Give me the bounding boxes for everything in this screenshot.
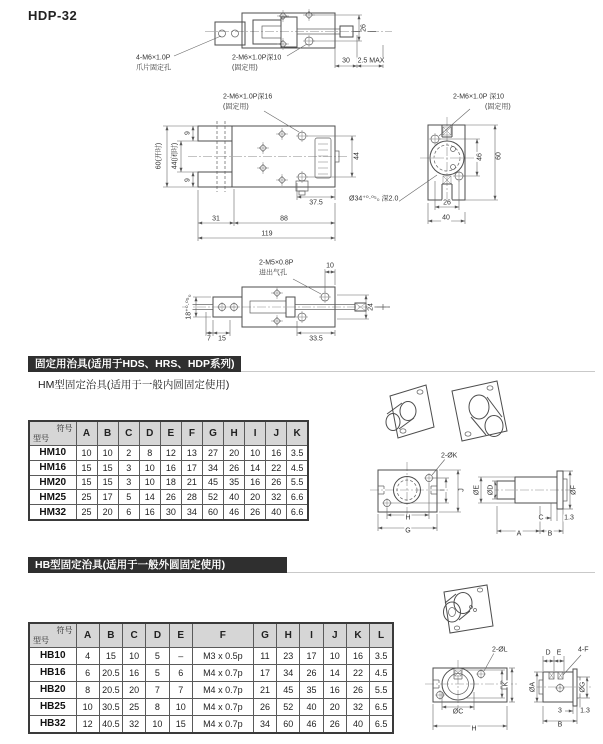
- spec-cell: 17: [253, 664, 276, 681]
- spec-cell: 52: [202, 490, 223, 505]
- spec-cell: 34: [181, 505, 202, 520]
- col-header: I: [300, 623, 323, 648]
- spec-cell: 10: [139, 475, 160, 490]
- dim-label: 88: [280, 215, 288, 223]
- spec-cell: 11: [253, 648, 276, 665]
- spec-cell: 34: [277, 664, 300, 681]
- hm-spec-table: [28, 420, 309, 521]
- model-cell: HM25: [29, 490, 76, 505]
- model-cell: HB32: [29, 715, 76, 733]
- dim-label: 31: [212, 215, 220, 223]
- spec-cell: M4 x 0.7p: [192, 698, 253, 715]
- dim-label: E: [556, 649, 562, 657]
- spec-cell: 21: [181, 475, 202, 490]
- spec-cell: 23: [277, 648, 300, 665]
- dim-label: 1.3: [580, 707, 590, 715]
- spec-cell: 20: [97, 505, 118, 520]
- col-header: D: [146, 623, 169, 648]
- spec-cell: M4 x 0.7p: [192, 664, 253, 681]
- table-row: [29, 475, 308, 490]
- spec-cell: 17: [181, 460, 202, 475]
- dim-label: J: [458, 488, 466, 492]
- spec-cell: 15: [97, 460, 118, 475]
- spec-cell: 20: [123, 681, 146, 698]
- col-header: B: [99, 623, 122, 648]
- spec-cell: 16: [346, 648, 369, 665]
- dim-label: I: [439, 489, 447, 491]
- spec-cell: 60: [202, 505, 223, 520]
- dim-label: 33.5: [309, 335, 323, 343]
- dim-label: ØF: [570, 485, 578, 495]
- col-header: L: [370, 623, 393, 648]
- dim-label: (固定用): [223, 103, 249, 111]
- spec-cell: 3: [118, 475, 139, 490]
- col-header: A: [76, 421, 97, 446]
- dim-label: 2.5 MAX: [357, 57, 385, 65]
- spec-cell: 14: [323, 664, 346, 681]
- spec-cell: 22: [346, 664, 369, 681]
- col-header: H: [224, 421, 245, 446]
- spec-cell: 20.5: [99, 664, 122, 681]
- model-cell: HM10: [29, 446, 76, 461]
- col-header: I: [245, 421, 266, 446]
- spec-cell: 10: [146, 715, 169, 733]
- dim-label: 3: [558, 707, 562, 715]
- spec-cell: 21: [253, 681, 276, 698]
- page-title: HDP-32: [28, 8, 78, 23]
- spec-cell: 26: [245, 505, 266, 520]
- divider: [287, 572, 595, 573]
- spec-cell: 6: [118, 505, 139, 520]
- spec-cell: 3.5: [287, 446, 308, 461]
- dim-label: 24: [367, 303, 375, 311]
- dim-label: 9: [184, 178, 192, 182]
- spec-cell: 28: [181, 490, 202, 505]
- spec-cell: 4: [76, 648, 99, 665]
- col-header: D: [139, 421, 160, 446]
- col-header: C: [123, 623, 146, 648]
- spec-cell: 27: [202, 446, 223, 461]
- spec-cell: 4.5: [287, 460, 308, 475]
- spec-cell: 8: [76, 681, 99, 698]
- model-cell: HM16: [29, 460, 76, 475]
- spec-cell: 10: [97, 446, 118, 461]
- spec-cell: 10: [76, 446, 97, 461]
- spec-cell: 26: [300, 664, 323, 681]
- spec-cell: 20.5: [99, 681, 122, 698]
- spec-cell: 6: [76, 664, 99, 681]
- spec-cell: 26: [253, 698, 276, 715]
- spec-cell: 46: [224, 505, 245, 520]
- dim-label: 46: [476, 153, 484, 161]
- dim-label: ØD: [487, 484, 495, 496]
- dim-label: 44(闭时): [171, 142, 179, 170]
- spec-cell: 10: [139, 460, 160, 475]
- spec-cell: 45: [277, 681, 300, 698]
- spec-cell: 5.5: [287, 475, 308, 490]
- spec-cell: 20: [245, 490, 266, 505]
- spec-cell: 4.5: [370, 664, 393, 681]
- table-row: [29, 446, 308, 461]
- model-cell: HB10: [29, 648, 76, 665]
- spec-cell: 15: [99, 648, 122, 665]
- spec-cell: 40: [224, 490, 245, 505]
- dim-label: ØG: [579, 681, 587, 693]
- col-header: E: [160, 421, 181, 446]
- spec-cell: –: [169, 648, 192, 665]
- dim-label: G: [405, 527, 411, 535]
- table-row: [29, 490, 308, 505]
- spec-cell: 5: [118, 490, 139, 505]
- dim-label: H: [405, 514, 411, 522]
- spec-cell: 32: [123, 715, 146, 733]
- spec-cell: 8: [146, 698, 169, 715]
- spec-cell: 8: [139, 446, 160, 461]
- spec-cell: 14: [245, 460, 266, 475]
- hm-subtitle: HM型固定治具(适用于一般内圆固定使用): [38, 379, 230, 391]
- spec-cell: 3.5: [370, 648, 393, 665]
- spec-cell: 46: [300, 715, 323, 733]
- dim-label: A: [516, 530, 522, 538]
- col-header: J: [266, 421, 287, 446]
- dim-label: C: [538, 514, 544, 522]
- col-header: A: [76, 623, 99, 648]
- spec-cell: 25: [123, 698, 146, 715]
- spec-cell: 6.6: [287, 505, 308, 520]
- hb-spec-table: [28, 622, 394, 734]
- spec-cell: 20: [323, 698, 346, 715]
- spec-cell: 5: [146, 664, 169, 681]
- spec-cell: 40: [300, 698, 323, 715]
- section-header-hb-label: HB型固定治具(适用于一般外圆固定使用): [35, 559, 226, 571]
- section-header-hb: [28, 557, 287, 573]
- spec-cell: M4 x 0.7p: [192, 715, 253, 733]
- spec-cell: 40: [266, 505, 287, 520]
- spec-cell: 16: [160, 460, 181, 475]
- dim-label: 119: [261, 230, 273, 238]
- spec-cell: 10: [123, 648, 146, 665]
- dim-label: 60(开时): [155, 142, 163, 170]
- col-header: C: [118, 421, 139, 446]
- spec-cell: 15: [76, 460, 97, 475]
- spec-cell: 26: [266, 475, 287, 490]
- dim-label: 26: [443, 199, 451, 207]
- spec-cell: 12: [76, 715, 99, 733]
- spec-cell: M4 x 0.7p: [192, 681, 253, 698]
- spec-cell: 12: [160, 446, 181, 461]
- spec-cell: 26: [160, 490, 181, 505]
- dim-label: B: [557, 721, 563, 729]
- spec-cell: 7: [169, 681, 192, 698]
- col-header: E: [169, 623, 192, 648]
- spec-cell: 10: [76, 698, 99, 715]
- model-cell: HB16: [29, 664, 76, 681]
- dim-label: 40: [442, 214, 450, 222]
- section-header-fixture: [28, 356, 241, 372]
- col-header: G: [253, 623, 276, 648]
- col-header: J: [323, 623, 346, 648]
- dim-label: 18⁺⁰·⁰⁵₀: [185, 294, 193, 320]
- spec-cell: 2: [118, 446, 139, 461]
- spec-cell: 35: [224, 475, 245, 490]
- spec-table: [28, 622, 394, 734]
- spec-cell: 25: [76, 505, 97, 520]
- dim-label: 2-ØK: [441, 452, 458, 460]
- dim-label: ØA: [529, 681, 537, 693]
- table-row: [29, 664, 393, 681]
- spec-cell: 10: [245, 446, 266, 461]
- model-cell: HM32: [29, 505, 76, 520]
- dim-label: 60: [495, 152, 503, 160]
- spec-cell: 32: [346, 698, 369, 715]
- table-row: [29, 460, 308, 475]
- spec-cell: 15: [97, 475, 118, 490]
- dim-label: 9: [184, 131, 192, 135]
- spec-cell: 45: [202, 475, 223, 490]
- dim-label: 26: [360, 24, 368, 32]
- section-header-fixture-label: 固定用治具(适用于HDS、HRS、HDP系列): [35, 358, 235, 370]
- dim-label: H: [471, 725, 477, 733]
- col-header: K: [346, 623, 369, 648]
- spec-cell: 3: [118, 460, 139, 475]
- table-row: [29, 681, 393, 698]
- spec-cell: 26: [224, 460, 245, 475]
- spec-cell: 30: [160, 505, 181, 520]
- col-header: G: [202, 421, 223, 446]
- dim-label: 2-M6×1.0P深10: [232, 54, 282, 62]
- spec-cell: 5: [146, 648, 169, 665]
- spec-cell: 16: [245, 475, 266, 490]
- spec-cell: M3 x 0.5p: [192, 648, 253, 665]
- dim-label: 44: [353, 152, 361, 160]
- dim-label: Ø34⁺⁰·⁰⁵₀ 深2.0: [349, 195, 399, 203]
- dim-label: 进出气孔: [259, 269, 287, 277]
- table-row: [29, 505, 308, 520]
- spec-cell: 13: [181, 446, 202, 461]
- spec-cell: 7: [146, 681, 169, 698]
- dim-label: 2-M5×0.8P: [259, 259, 294, 267]
- spec-cell: 15: [76, 475, 97, 490]
- dim-label: ØE: [473, 484, 481, 496]
- spec-cell: 25: [76, 490, 97, 505]
- spec-cell: 26: [346, 681, 369, 698]
- spec-cell: 35: [300, 681, 323, 698]
- dim-label: 1.3: [564, 514, 574, 522]
- spec-cell: 52: [277, 698, 300, 715]
- dim-label: 4-F: [578, 646, 589, 654]
- dim-label: 7: [207, 335, 211, 343]
- spec-cell: 6.6: [287, 490, 308, 505]
- spec-table: [28, 420, 309, 521]
- model-cell: HM20: [29, 475, 76, 490]
- spec-cell: 34: [202, 460, 223, 475]
- spec-cell: 60: [277, 715, 300, 733]
- dim-label: 37.5: [309, 199, 323, 207]
- spec-cell: 32: [266, 490, 287, 505]
- spec-cell: 16: [139, 505, 160, 520]
- spec-cell: 20: [224, 446, 245, 461]
- spec-cell: 5.5: [370, 681, 393, 698]
- table-row: [29, 715, 393, 733]
- spec-cell: 22: [266, 460, 287, 475]
- spec-cell: 34: [253, 715, 276, 733]
- dim-label: 10: [326, 262, 334, 270]
- spec-cell: 6: [169, 664, 192, 681]
- table-corner-cell: 符号 型号: [29, 623, 76, 648]
- spec-cell: 6.5: [370, 715, 393, 733]
- spec-cell: 10: [323, 648, 346, 665]
- spec-cell: 10: [169, 698, 192, 715]
- spec-cell: 30.5: [99, 698, 122, 715]
- col-header: F: [192, 623, 253, 648]
- dim-label: 2-ØL: [492, 646, 508, 654]
- dim-label: 2-M6×1.0P 深10: [453, 93, 505, 101]
- dim-label: 爪片固定孔: [136, 64, 171, 72]
- dim-label: B: [547, 530, 553, 538]
- dim-label: (固定用): [232, 64, 258, 72]
- dim-label: 2-M6×1.0P深16: [223, 93, 273, 101]
- col-header: K: [287, 421, 308, 446]
- table-corner-cell: 符号 型号: [29, 421, 76, 446]
- dim-label: 30: [342, 57, 350, 65]
- table-row: [29, 698, 393, 715]
- col-header: F: [181, 421, 202, 446]
- spec-cell: 17: [300, 648, 323, 665]
- spec-cell: 16: [123, 664, 146, 681]
- spec-cell: 16: [323, 681, 346, 698]
- spec-cell: 18: [160, 475, 181, 490]
- spec-cell: 14: [139, 490, 160, 505]
- spec-cell: 26: [323, 715, 346, 733]
- spec-cell: 15: [169, 715, 192, 733]
- spec-cell: 40.5: [99, 715, 122, 733]
- col-header: B: [97, 421, 118, 446]
- col-header: H: [277, 623, 300, 648]
- dim-label: 4-M6×1.0P: [136, 54, 171, 62]
- dim-label: D: [545, 649, 551, 657]
- dim-label: ØC: [452, 708, 464, 716]
- dim-label: 15: [218, 335, 226, 343]
- dim-label: (固定用): [485, 103, 511, 111]
- divider: [241, 371, 595, 372]
- spec-cell: 40: [346, 715, 369, 733]
- model-cell: HB25: [29, 698, 76, 715]
- spec-cell: 6.5: [370, 698, 393, 715]
- table-row: [29, 648, 393, 665]
- spec-cell: 16: [266, 446, 287, 461]
- dim-label: K: [502, 681, 510, 687]
- model-cell: HB20: [29, 681, 76, 698]
- spec-cell: 17: [97, 490, 118, 505]
